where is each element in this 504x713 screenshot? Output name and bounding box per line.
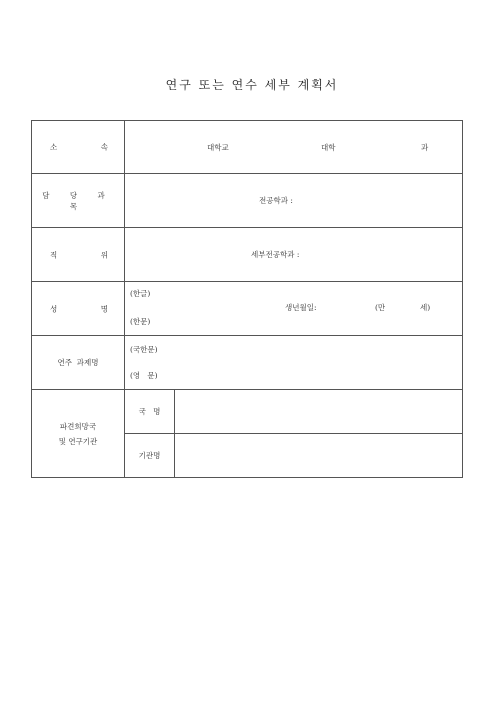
affiliation-value[interactable] — [125, 121, 463, 174]
document-title: 연구 또는 연수 세부 계획서 — [165, 78, 339, 92]
name-row — [32, 282, 463, 336]
position-row — [32, 228, 463, 282]
department-text: 과 — [421, 143, 429, 152]
institution-value[interactable] — [175, 434, 463, 478]
institution-label-text: 기관명 — [138, 451, 161, 460]
affiliation-label-right: 속 — [100, 142, 108, 152]
dispatch-label — [32, 390, 125, 478]
project-label — [32, 336, 125, 390]
country-value[interactable] — [175, 390, 463, 434]
country-label — [125, 390, 175, 434]
name-value[interactable] — [125, 282, 463, 336]
position-label — [32, 228, 125, 282]
affiliation-row — [32, 121, 463, 174]
affiliation-label-left: 소 — [50, 142, 58, 152]
age-close-text: 세) — [420, 303, 431, 312]
subject-label — [32, 174, 125, 228]
project-row — [32, 336, 463, 390]
project-value[interactable] — [125, 336, 463, 390]
position-value[interactable] — [125, 228, 463, 282]
position-label-right: 위 — [100, 250, 108, 259]
institution-label — [125, 434, 175, 478]
subject-row — [32, 174, 463, 228]
name-label-right: 명 — [100, 304, 108, 313]
dispatch-label-line1: 파견희망국 — [59, 421, 97, 431]
name-hangul-text: (한글) — [130, 289, 151, 298]
dispatch-label-line2: 및 연구기관 — [58, 436, 98, 446]
age-open-text: (만 — [375, 303, 386, 312]
plan-form-table — [31, 120, 463, 478]
name-label-left: 성 — [50, 304, 58, 313]
project-korean-text: (국한문) — [130, 345, 158, 354]
position-label-left: 직 — [50, 250, 58, 259]
name-label — [32, 282, 125, 336]
subject-label-text: 담 당 과 목 — [42, 190, 114, 211]
college-text: 대학 — [321, 143, 336, 152]
university-text: 대학교 — [207, 143, 229, 152]
sub-major-text: 세부전공학과 : — [251, 250, 300, 259]
dispatch-country-row — [32, 390, 463, 434]
project-english-text: (영 문) — [130, 371, 158, 380]
name-hanja-text: (한문) — [130, 317, 151, 326]
affiliation-label — [32, 121, 125, 174]
birthdate-label: 생년월일: — [285, 303, 317, 312]
subject-value[interactable] — [125, 174, 463, 228]
project-label-text: 연주 과제명 — [57, 358, 99, 367]
country-label-text: 국 명 — [138, 407, 161, 416]
major-department-text: 전공학과 : — [259, 196, 293, 205]
